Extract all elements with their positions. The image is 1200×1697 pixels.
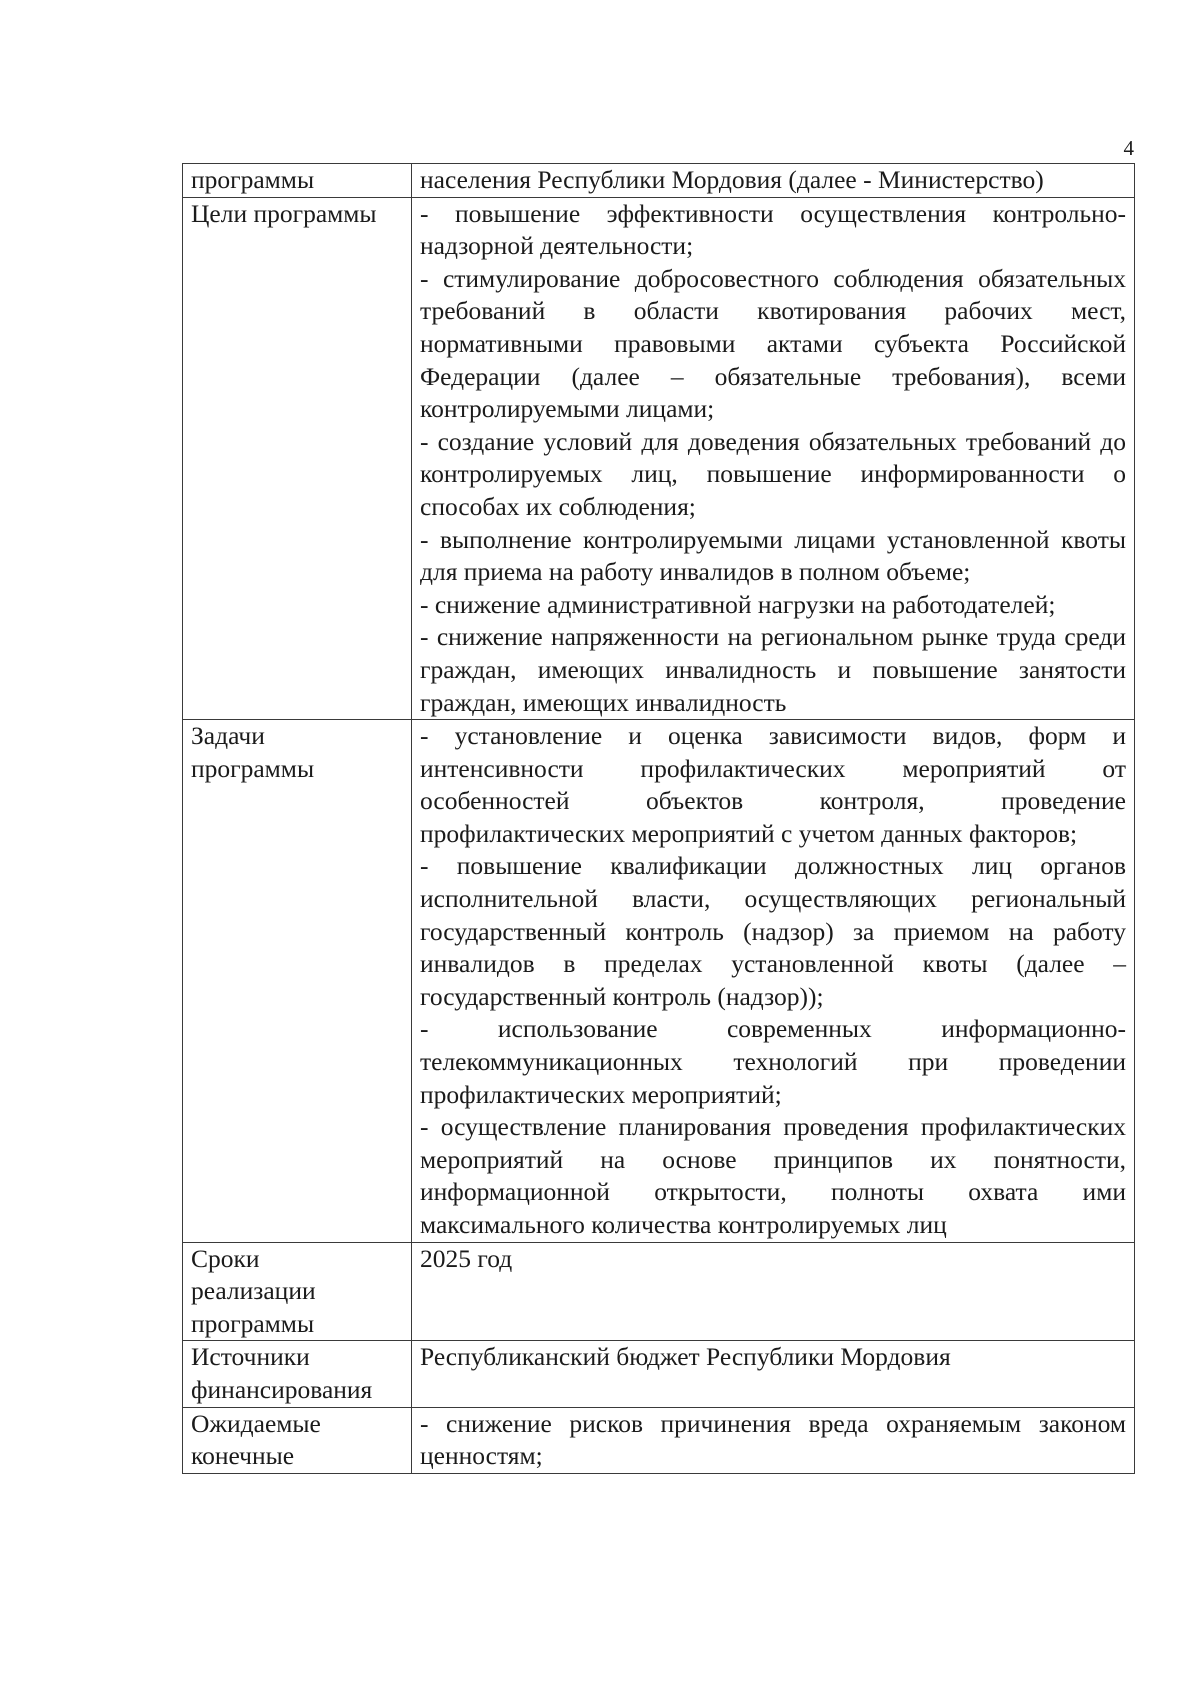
content-paragraph: - осуществление планирования проведения профилактических мероприятий на основе принципов их понятности, информационной открытости, полноты охвата ими максимального количества контролируемых лиц	[420, 1112, 1126, 1239]
table-row	[183, 1242, 1135, 1341]
content-cell	[412, 1242, 1135, 1341]
row-label: реализации	[191, 1276, 316, 1306]
content-paragraph: - установление и оценка зависимости видов, форм и интенсивности профилактических мероприятий от особенностей объектов контроля, проведение профилактических мероприятий с учетом данных факторов;	[420, 721, 1126, 848]
table-row	[183, 720, 1135, 1243]
content-cell	[412, 1407, 1135, 1473]
content-paragraph: Республиканский бюджет Республики Мордовия	[420, 1342, 951, 1372]
label-cell	[183, 1242, 412, 1341]
row-label: программы	[191, 165, 315, 194]
content-paragraph: - повышение эффективности осуществления контрольно-надзорной деятельности;	[420, 198, 1126, 261]
content-cell	[412, 720, 1135, 1243]
content-paragraph: - снижение напряженности на региональном рынке труда среди граждан, имеющих инвалидность и повышение занятости граждан, имеющих инвалидность	[420, 622, 1126, 717]
row-label: Цели программы	[191, 198, 377, 228]
table-row	[183, 1341, 1135, 1407]
row-label: Сроки	[191, 1243, 260, 1273]
content-paragraph: - стимулирование добросовестного соблюдения обязательных требований в области квотирования рабочих мест, нормативными правовыми актами субъекта Российской Федерации (далее – обязательные требования), всеми контролируемыми лицами;	[420, 263, 1126, 424]
label-cell	[183, 1407, 412, 1473]
content-paragraph: - снижение рисков причинения вреда охраняемым законом ценностям;	[420, 1408, 1126, 1471]
content-paragraph: населения Республики Мордовия (далее - Министерство)	[420, 165, 1044, 194]
label-cell	[183, 197, 412, 720]
content-cell	[412, 197, 1135, 720]
label-cell	[183, 720, 412, 1243]
row-label: Ожидаемые	[191, 1408, 321, 1438]
row-label: программы	[191, 753, 315, 783]
row-label: финансирования	[191, 1374, 373, 1404]
table-row	[183, 164, 1135, 198]
content-paragraph: - выполнение контролируемыми лицами установленной квоты для приема на работу инвалидов в полном объеме;	[420, 524, 1126, 587]
label-cell	[183, 1341, 412, 1407]
program-passport-table	[182, 163, 1135, 1474]
content-paragraph: - повышение квалификации должностных лиц органов исполнительной власти, осуществляющих региональный государственный контроль (надзор) за приемом на работу инвалидов в пределах установленной квоты (далее – государственный контроль (надзор));	[420, 851, 1126, 1011]
label-cell	[183, 164, 412, 198]
content-paragraph: 2025 год	[420, 1243, 513, 1273]
table-row	[183, 197, 1135, 720]
row-label: Источники	[191, 1342, 310, 1372]
content-cell	[412, 164, 1135, 198]
page-number: 4	[1123, 136, 1134, 160]
content-cell	[412, 1341, 1135, 1407]
row-label: программы	[191, 1308, 315, 1338]
row-label: Задачи	[191, 721, 265, 751]
content-paragraph: - использование современных информационно-телекоммуникационных технологий при проведении профилактических мероприятий;	[420, 1014, 1126, 1109]
row-label: конечные	[191, 1441, 295, 1471]
content-paragraph: - снижение административной нагрузки на работодателей;	[420, 589, 1056, 619]
content-paragraph: - создание условий для доведения обязательных требований до контролируемых лиц, повышение информированности о способах их соблюдения;	[420, 426, 1126, 521]
table-row	[183, 1407, 1135, 1473]
